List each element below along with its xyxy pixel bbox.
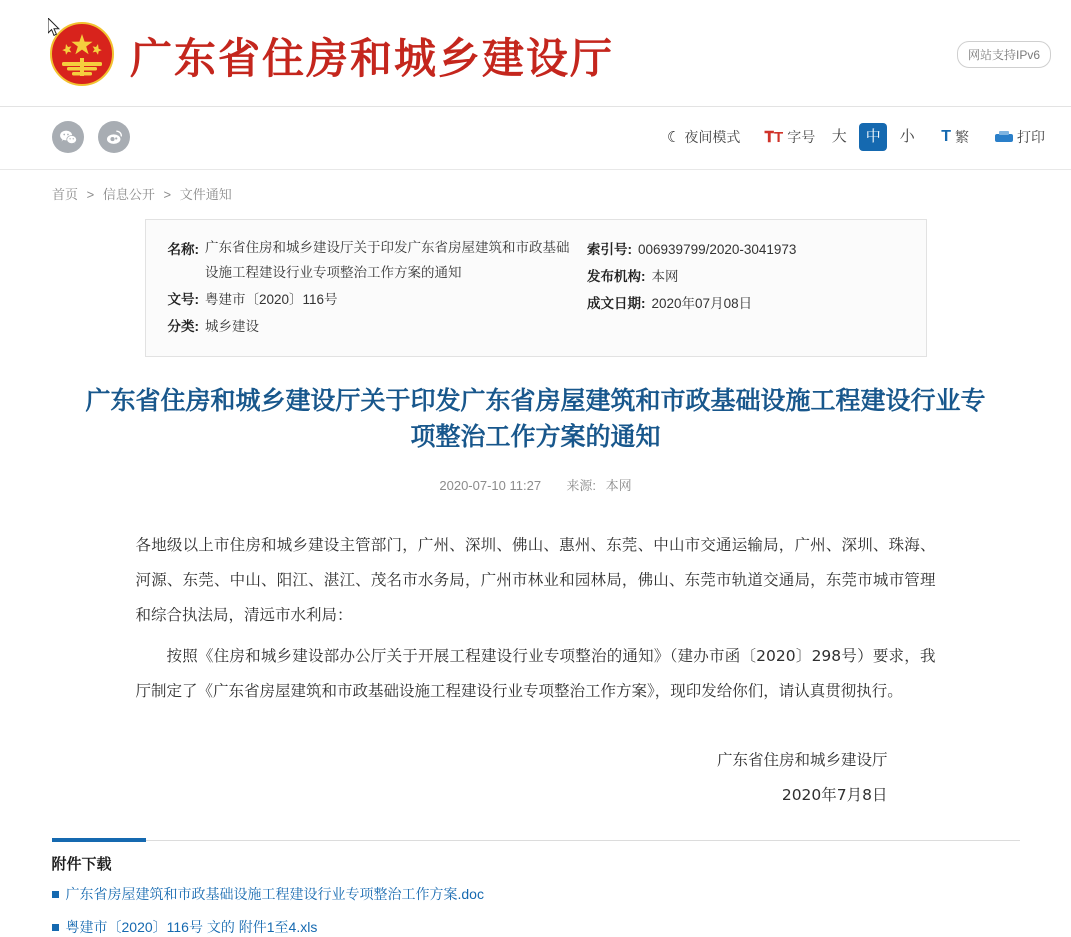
breadcrumb	[52, 184, 1071, 203]
font-size-small[interactable]: 小	[899, 128, 915, 145]
night-mode-label: 夜间模式	[684, 129, 741, 145]
document-meta-card	[145, 219, 927, 357]
meta-column-right	[587, 236, 903, 340]
breadcrumb-item-info-disclosure[interactable]: 信息公开	[102, 187, 155, 202]
attachment-link-xls[interactable]: 粤建市〔2020〕116号 文的 附件1至4.xls	[65, 919, 318, 936]
font-size-medium[interactable]: 中	[859, 123, 887, 151]
print-label: 打印	[1017, 129, 1045, 145]
printer-icon	[995, 131, 1013, 144]
signature-organization: 广东省住房和城乡建设厅	[716, 750, 888, 769]
article-source-label: 来源:	[566, 478, 596, 494]
meta-label-name: 名称:	[167, 242, 199, 257]
night-mode-toggle[interactable]	[663, 127, 744, 147]
breadcrumb-item-documents[interactable]: 文件通知	[179, 187, 232, 202]
signature-date: 2020年7月8日	[781, 786, 888, 805]
font-size-label: 字号	[787, 129, 816, 145]
page-toolbar	[0, 107, 1071, 170]
page-title: 广东省住房和城乡建设厅关于印发广东省房屋建筑和市政基础设施工程建设行业专项整治工作方案的通知	[85, 385, 986, 452]
meta-value-index: 006939799/2020-3041973	[638, 242, 797, 257]
font-size-group	[760, 127, 819, 147]
meta-value-date: 2020年07月08日	[651, 296, 753, 311]
article-source-value: 本网	[605, 478, 632, 494]
print-button[interactable]	[991, 127, 1049, 147]
attachments-divider	[52, 840, 1020, 841]
attachment-item[interactable]	[52, 884, 1020, 904]
meta-row-date	[587, 290, 903, 317]
social-share-group	[52, 121, 130, 153]
moon-icon: ☾	[666, 129, 681, 146]
font-size-large[interactable]: 大	[831, 128, 847, 145]
meta-column-left	[168, 236, 588, 340]
site-header	[0, 0, 1071, 107]
site-title: 广东省住房和城乡建设厅	[130, 34, 615, 83]
meta-label-date: 成文日期:	[587, 296, 646, 311]
article-body	[136, 528, 936, 708]
font-size-icon: 𝐓T	[764, 128, 784, 146]
weibo-icon[interactable]	[98, 121, 130, 153]
traditional-chinese-toggle[interactable]	[937, 127, 973, 147]
meta-value-publisher: 本网	[651, 269, 679, 284]
meta-value-docnumber: 粤建市〔2020〕116号	[205, 291, 338, 307]
meta-row-index	[587, 236, 903, 263]
article-paragraph-recipients: 各地级以上市住房和城乡建设主管部门，广州、深圳、佛山、惠州、东莞、中山市交通运输局，广州、深圳、珠海、河源、东莞、中山、阳江、湛江、茂名市水务局，广州市林业和园林局，佛山、东莞市轨道交通局，东莞市城市管理和综合执法局，清远市水利局：	[135, 536, 936, 625]
breadcrumb-separator: >	[163, 187, 172, 202]
ipv6-badge: 网站支持IPv6	[957, 41, 1051, 68]
bullet-square-icon	[52, 924, 59, 931]
national-emblem-icon	[48, 20, 116, 88]
breadcrumb-separator: >	[86, 187, 95, 202]
attachment-link-doc[interactable]: 广东省房屋建筑和市政基础设施工程建设行业专项整治工作方案.doc	[65, 886, 484, 903]
meta-label-category: 分类:	[167, 318, 199, 334]
breadcrumb-item-home[interactable]: 首页	[52, 187, 79, 202]
attachment-item[interactable]	[52, 917, 1020, 937]
traditional-label: 繁	[955, 129, 969, 145]
traditional-icon: T	[941, 128, 951, 145]
attachments-list	[52, 884, 1020, 937]
bullet-square-icon	[52, 891, 59, 898]
meta-value-name: 广东省住房和城乡建设厅关于印发广东省房屋建筑和市政基础设施工程建设行业专项整治工作方案的通知	[205, 240, 570, 280]
meta-row-category	[168, 313, 574, 340]
meta-label-index: 索引号:	[587, 242, 633, 257]
meta-row-publisher	[587, 263, 903, 290]
meta-row-name	[168, 236, 574, 286]
article-datetime: 2020-07-10 11:27	[439, 478, 542, 494]
article-subinfo	[0, 475, 1071, 494]
view-tools	[663, 123, 1049, 151]
article-paragraph-main: 按照《住房和城乡建设部办公厅关于开展工程建设行业专项整治的通知》（建办市函〔2020〕298号）要求，我厅制定了《广东省房屋建筑和市政基础设施工程建设行业专项整治工作方案》，现印发给你们，请认真贯彻执行。	[135, 647, 936, 700]
article-signature-block	[136, 743, 936, 814]
meta-label-publisher: 发布机构:	[587, 269, 646, 284]
meta-row-docnumber	[168, 286, 574, 313]
attachments-section	[52, 840, 1020, 937]
attachments-title: 附件下载	[51, 856, 112, 874]
meta-label-docnumber: 文号:	[167, 291, 199, 307]
meta-value-category: 城乡建设	[205, 318, 259, 334]
wechat-icon[interactable]	[52, 121, 84, 153]
